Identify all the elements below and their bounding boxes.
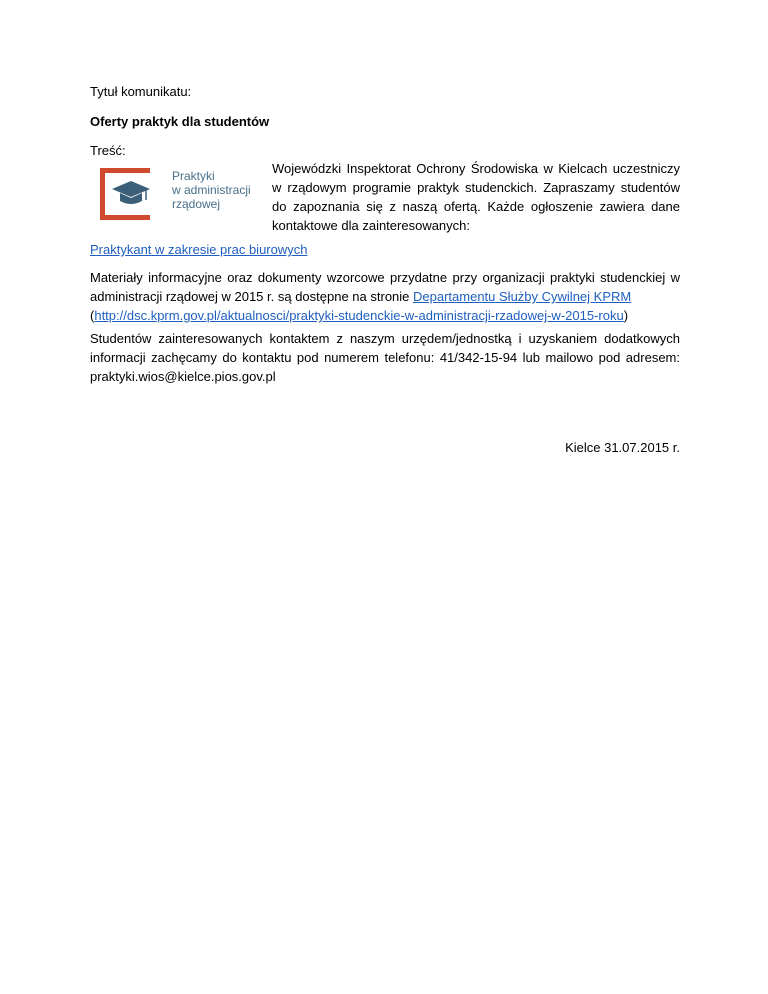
logo-text-line1: Praktyki: [172, 169, 215, 183]
content-label: Treść:: [90, 143, 126, 158]
materials-paragraph: [90, 268, 680, 325]
page-title: Oferty praktyk dla studentów: [90, 114, 270, 129]
contact-paragraph: Studentów zainteresowanych kontaktem z naszym urzędem/jednostką i uzyskaniem dodatkowych informacji zachęcamy do kontaktu pod numerem telefonu: 41/342-15-94 lub mailowo pod adresem: praktyki.wios@kielce.pios.gov.pl: [90, 331, 680, 384]
date-line: Kielce 31.07.2015 r.: [565, 440, 680, 455]
materials-text: Materiały informacyjne oraz dokumenty wzorcowe przydatne przy organizacji praktyki studenckiej w administracji rządowej w 2015 r. są dostępne na stronie: [90, 270, 680, 304]
logo-text-line2: w administracji: [172, 183, 251, 197]
graduation-cap-icon: [110, 180, 152, 208]
intro-paragraph: Wojewódzki Inspektorat Ochrony Środowiska w Kielcach uczestniczy w rządowym programie praktyk studenckich. Zapraszamy studentów do zapoznania się z naszą ofertą. Każde ogłoszenie zawiera dane kontaktowe dla zainteresowanych:: [272, 161, 680, 233]
offer-link[interactable]: Praktykant w zakresie prac biurowych: [90, 242, 308, 257]
logo-text: [172, 169, 251, 211]
offer-line: [90, 240, 680, 259]
paren-close: ): [623, 308, 629, 323]
title-label: Tytuł komunikatu:: [90, 84, 192, 99]
praktyki-logo: [100, 168, 260, 224]
logo-frame-bottom-tick: [142, 215, 150, 220]
dsc-kprm-link[interactable]: Departamentu Służby Cywilnej KPRM: [413, 289, 632, 304]
dsc-kprm-url-link[interactable]: http://dsc.kprm.gov.pl/aktualnosci/praktyki-studenckie-w-administracji-rzadowej-w-2015-roku: [94, 308, 624, 323]
logo-frame-top-tick: [142, 168, 150, 173]
paren-open: (: [90, 308, 95, 323]
logo-text-line3: rządowej: [172, 197, 221, 211]
